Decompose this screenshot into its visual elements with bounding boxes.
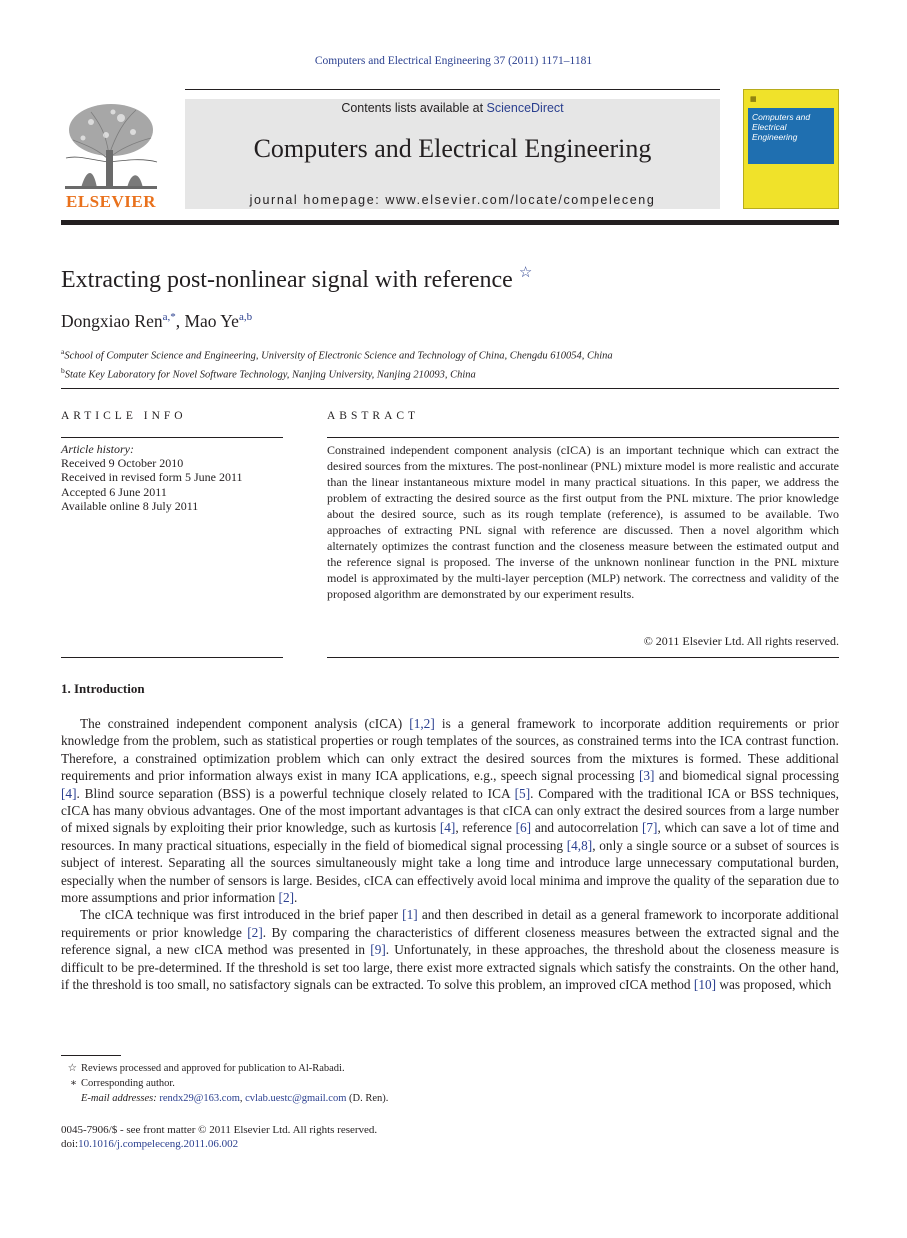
journal-citation[interactable]: Computers and Electrical Engineering 37 (2011) 1171–1181 [314,55,593,67]
text-run: . Unfortunately, in these approaches, the threshold about the closeness measure is difficult to be pre-determined. If the threshold is set too large, there exist more extracted signals which satisfy the constraints. On the other hand, if the threshold is too small, no satisfactory signals can be extracted. To solve this problem, an improved cICA method [61,942,839,993]
journal-homepage-line [185,193,720,207]
text-run: . [294,890,298,906]
abstract-heading: ABSTRACT [327,410,420,422]
citation-link[interactable]: [9] [370,942,386,958]
abstract-copyright: © 2011 Elsevier Ltd. All rights reserved. [643,634,839,648]
contents-available-line [185,101,720,115]
affiliation-item [61,345,613,364]
email-label: E-mail addresses: [81,1093,157,1104]
text-run: was proposed, which [716,977,832,993]
cover-publisher-mark: ▦ [750,96,757,103]
doi-link[interactable]: 10.1016/j.compeleceng.2011.06.002 [78,1138,239,1150]
abstract-body: Constrained independent component analysis (cICA) is an important technique which can extract the desired sources from the mixtures. The post-nonlinear (PNL) mixture model is more realistic and accurate than the linear instantaneous mixture model in many practical situations. In this paper, we address the problem of extracting the desired source as the first output from the PNL mixture. The prior knowledge about the desired source, such as its rough template (reference), is assumed to be available. Two approaches of extracting PNL signal with reference are discussed. Then a novel algorithm which alternately optimizes the contrast function and the closeness measure between the estimated output and the reference signal is proposed. The inverse of the unknown nonlinear function in the PNL mixture model is approximated by the multi-layer perception (MLP) network. The correctness and validity of the proposed algorithm are demonstrated by our experiment results. [327,443,839,601]
issn-doi-block [61,1123,377,1151]
citation-link[interactable]: [5] [514,785,531,801]
cover-blue-panel [748,108,834,164]
affiliation-item [61,364,613,383]
article-title-text: Extracting post-nonlinear signal with reference [61,267,513,293]
text-run: . By comparing the characteristics of different closeness measures between the extracted signal and the reference signal, a new cICA method was presented in [61,924,839,958]
abstract-bottom-rule [327,657,839,658]
text-run: The cICA technique was first introduced in the brief paper [80,907,403,923]
author-affiliation-link[interactable]: a,b [238,311,253,324]
text-run: is a general framework to incorporate addition requirements or prior knowledge from the problem, such as statistical properties or rough templates of the sources, as constrained terms into the ICA contrast function. Therefore, a constrained optimization problem which can only extract the desired sources from the mixtures is formed. These additional requirements and prior information always exist in many ICA applications, e.g., speech signal processing [61,716,839,784]
citation-link[interactable]: [4] [439,820,456,836]
footnote-star-mark: ☆ [67,1063,77,1074]
title-footnote-star[interactable]: ☆ [518,265,533,281]
elsevier-wordmark: ELSEVIER [66,192,156,211]
abstract-top-rule [327,437,839,438]
text-run: , which can save a lot of time and resources. In many practical situations, especially in the field of biomedical signal processing [61,820,840,853]
journal-title: Computers and Electrical Engineering [253,134,652,163]
issn-line: 0045-7906/$ - see front matter © 2011 Elsevier Ltd. All rights reserved. [61,1124,378,1136]
affiliation-rule [61,388,839,389]
citation-link[interactable]: [4,8] [566,837,593,853]
email-link[interactable]: rendx29@163.com [159,1093,240,1104]
text-run: The constrained independent component analysis (cICA) [80,716,410,731]
text-run: and biomedical signal processing [654,768,839,784]
article-info-top-rule [61,437,283,438]
text-run: , reference [455,820,516,836]
intro-paragraph-2 [61,906,839,993]
email-separator: , [239,1093,246,1104]
footnotes [61,1061,561,1106]
introduction-heading: 1. Introduction [61,681,145,696]
history-label: Article history: [61,442,134,456]
footnote-email [61,1091,561,1106]
text-run: . Blind source separation (BSS) is a powerful technique closely related to ICA [76,785,515,801]
text-run: . Compared with the traditional ICA or BSS techniques, cICA has many obvious advantages. One of the most important advantages is that cICA can only extract the desired sources from a large number of mixed signals by exploiting their prior knowledge, such as kurtosis [61,785,839,836]
affiliation-list [61,345,613,382]
homepage-prefix: journal homepage: [249,193,386,207]
text-run: and then described in detail as a general framework to incorporate additional requirements or prior knowledge [61,907,839,940]
history-item: Received in revised form 5 June 2011 [61,470,243,485]
author-name: Mao Ye [184,311,239,331]
header-thick-rule [61,220,839,225]
citation-link[interactable]: [6] [515,820,532,836]
text-run: , only a single source or a subset of sources is subject of interest. Separating all the sources simultaneously might take a long time and introduce large unnecessary computational burden, especially when the number of sensors is large. Besides, cICA can effectively avoid local minima and improve the quality of the separation due to more assumptions and prior information [61,837,839,906]
citation-link[interactable]: [4] [61,785,77,801]
affiliation-text: School of Computer Science and Engineering, University of Electronic Science and Technology of China, Chengdu 610054, China [64,350,613,362]
doi-prefix: doi: [61,1138,79,1150]
affiliation-text: State Key Laboratory for Novel Software Technology, Nanjing University, Nanjing 210093, China [64,369,476,380]
footnote-asterisk-mark: ∗ [69,1078,77,1089]
affiliation-mark: b [61,365,65,375]
homepage-link[interactable]: www.elsevier.com/locate/compeleceng [385,193,656,207]
contents-prefix: Contents lists available at [341,101,487,115]
cover-title-line-2: Electrical Engineering [752,122,798,142]
footnote-review [61,1061,561,1076]
citation-link[interactable]: [2] [278,890,295,906]
footnote-text: Reviews processed and approved for publication to Al-Rabadi. [81,1063,345,1074]
history-item: Available online 8 July 2011 [61,498,199,513]
affiliation-mark: a [61,347,65,356]
footnote-corresponding [61,1076,561,1091]
text-run: and autocorrelation [531,820,642,836]
citation-link[interactable]: [1] [402,907,418,923]
masthead-top-rule [185,89,720,90]
article-history [61,442,283,513]
article-info-heading: ARTICLE INFO [61,410,187,422]
article-title [61,267,532,294]
history-item: Accepted 6 June 2011 [61,484,167,499]
citation-link[interactable]: [10] [693,977,717,993]
article-info-bottom-rule [61,657,283,658]
sciencedirect-link[interactable]: ScienceDirect [486,101,564,115]
author-affiliation-link[interactable]: a,* [162,311,176,324]
introduction-body [61,715,839,994]
author-name: Dongxiao Ren [61,311,163,331]
footnote-rule [61,1055,121,1056]
doi-line [61,1137,377,1151]
cover-title [752,112,832,142]
email-link[interactable]: cvlab.uestc@gmail.com [245,1093,347,1104]
email-suffix: (D. Ren). [346,1093,389,1104]
journal-cover-thumbnail[interactable] [743,89,839,209]
citation-link[interactable]: [3] [638,768,655,784]
cover-title-line-1: Computers and [752,112,811,122]
footnote-text: Corresponding author. [81,1078,175,1089]
history-item: Received 9 October 2010 [61,456,184,471]
citation-link[interactable]: [1,2] [409,716,435,731]
author-list: Dongxiao Ren$^{a,*}$, Mao Ye$^{a,b}$ [61,311,253,331]
citation-link[interactable]: [2] [247,924,263,940]
citation-link[interactable]: [7] [641,820,658,836]
intro-paragraph-1 [61,715,839,906]
